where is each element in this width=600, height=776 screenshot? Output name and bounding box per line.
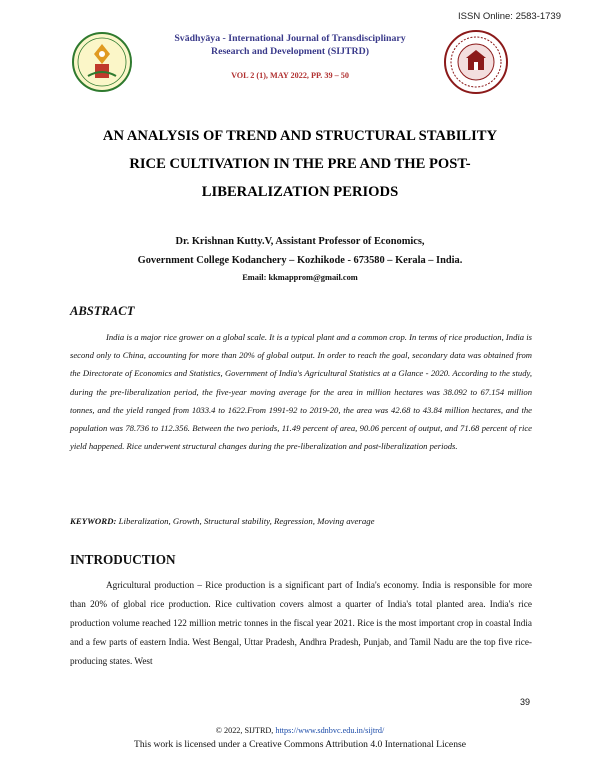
abstract-heading: ABSTRACT	[70, 304, 135, 318]
article-title-line1: AN ANALYSIS OF TREND AND STRUCTURAL STABILITY	[102, 128, 498, 144]
journal-name-line1: Svādhyāya - International Journal of Transdisciplinary	[174, 33, 406, 44]
university-seal-icon	[444, 30, 508, 94]
article-title-line3: LIBERALIZATION PERIODS	[201, 184, 399, 200]
license-notice: This work is licensed under a Creative Commons Attribution 4.0 International License	[134, 739, 466, 750]
keywords-text: Liberalization, Growth, Structural stability, Regression, Moving average	[116, 516, 375, 526]
introduction-text: Agricultural production – Rice production is a significant part of India's economy. India is responsible for more than 20% of global rice production. Rice cultivation covers almost a quarter of India's total planted area. India's rice production volume reached 122 million metric tonnes in the fiscal year 2021. Rice is the most important crop in coastal India and a few parts of eastern India. West Bengal, Uttar Pradesh, Andhra Pradesh, Punjab, and Tamil Nadu are the top five rice-producing states. West	[70, 580, 532, 666]
journal-url-link[interactable]: https://www.sdnbvc.edu.in/sijtrd/	[275, 726, 385, 735]
copyright-text: © 2022, SIJTRD,	[215, 726, 276, 735]
page-number: 39	[520, 697, 531, 707]
author-line2: Government College Kodanchery – Kozhikode - 673580 – Kerala – India.	[137, 255, 463, 266]
keywords-label: KEYWORD:	[70, 516, 117, 526]
footer-copyright	[0, 726, 600, 735]
keywords	[70, 516, 532, 526]
introduction-heading: INTRODUCTION	[70, 552, 176, 567]
volume-info: VOL 2 (1), MAY 2022, PP. 39 – 50	[231, 71, 349, 80]
issn-label: ISSN Online: 2583-1739	[458, 11, 561, 22]
author-email: Email: kkmapprom@gmail.com	[242, 273, 358, 282]
abstract-text: India is a major rice grower on a global scale. It is a typical plant and a common crop. In terms of rice production, India is second only to China, accounting for more than 20% of global output. In order to reach the goal, secondary data was obtained from the Directorate of Economics and Statistics, Government of India's Agricultural Statistics at a Glance - 2020. According to the study, during the pre-liberalization period, the five-year moving average for the area in million hectares was 38.092 to 67.154 million tonnes, and the yield ranged from 1033.4 to 1622.From 1991-92 to 2019-20, the area was 42.68 to 43.84 million hectares, and the population was 78.736 to 112.356. Between the two periods, 11.49 percent of area, 90.06 percent of output, and 71.68 percent of rice yield happened. Rice underwent structural changes during the pre-liberalization and post-liberalization periods.	[70, 332, 532, 452]
article-title-line2: RICE CULTIVATION IN THE PRE AND THE POST-	[129, 156, 471, 172]
author-line1: Dr. Krishnan Kutty.V, Assistant Professor of Economics,	[175, 236, 425, 247]
journal-name-line2: Research and Development (SIJTRD)	[211, 46, 369, 57]
journal-emblem-icon	[72, 32, 132, 92]
